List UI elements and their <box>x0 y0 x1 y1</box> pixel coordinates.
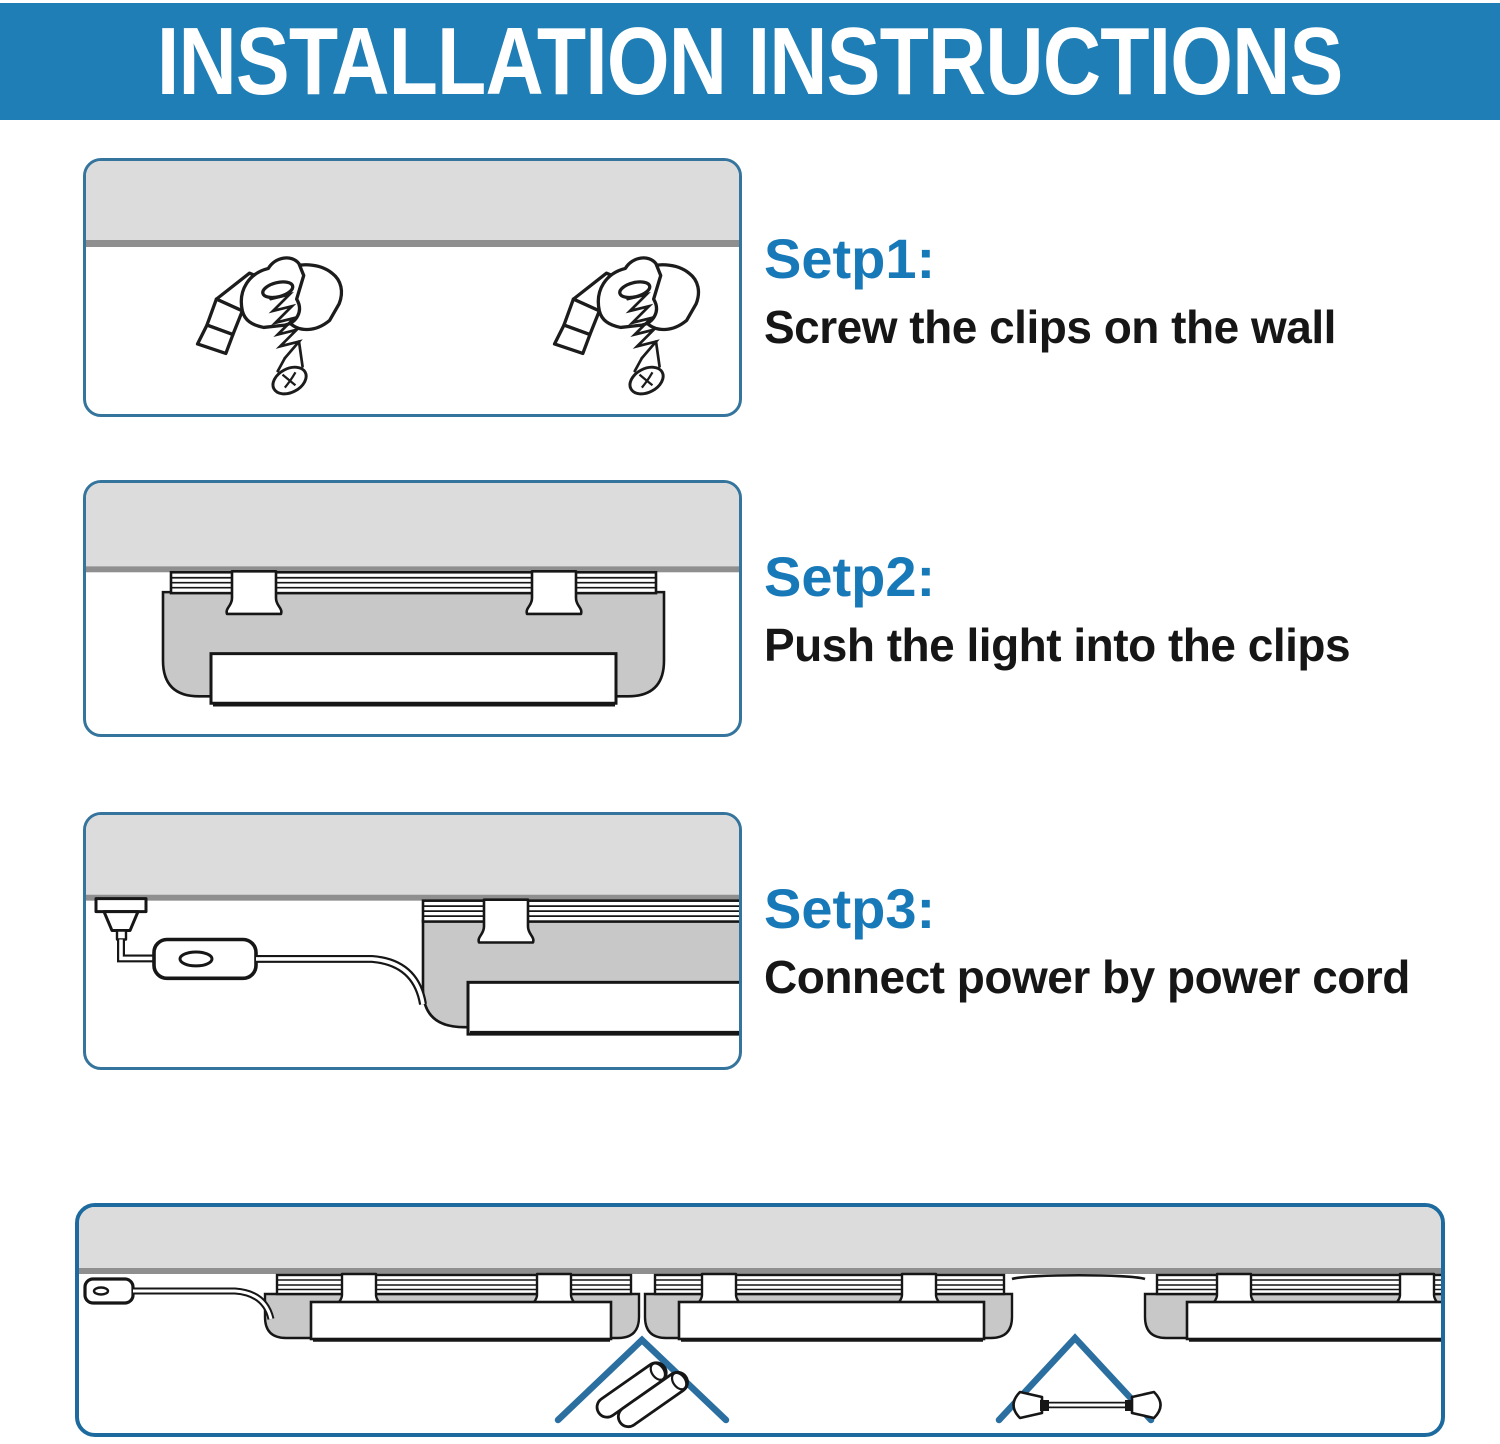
light-pushed-into-clips-illustration <box>86 483 739 734</box>
wall-surface <box>86 483 739 566</box>
clip-tab <box>479 900 534 943</box>
step-2-diagram-panel <box>83 480 742 737</box>
step-2-description: Push the light into the clips <box>764 618 1351 671</box>
step-1-diagram-panel <box>83 158 742 417</box>
connector-cord <box>1014 1392 1161 1418</box>
light-diffuser <box>468 982 739 1034</box>
mounting-clip-with-screw-left <box>198 258 342 399</box>
row-of-linked-lights-illustration <box>79 1207 1441 1433</box>
power-cord <box>133 1291 271 1319</box>
power-plug <box>85 1279 133 1303</box>
clips-screwed-on-wall-illustration <box>86 161 739 414</box>
mounting-rail-3 <box>1157 1275 1441 1294</box>
power-cord-to-light <box>256 959 423 1004</box>
mounting-rail-1 <box>277 1275 631 1294</box>
power-plug <box>96 899 146 940</box>
step-3-diagram-panel <box>83 812 742 1070</box>
gap-connector-cord <box>1012 1275 1145 1279</box>
seamless-pin-connector <box>593 1352 691 1433</box>
clip-tab-right <box>527 571 582 614</box>
header-banner <box>0 3 1500 120</box>
step-3-heading: Setp3: <box>764 877 936 940</box>
wall-edge-strip <box>86 240 739 247</box>
linked-lights-overview-panel <box>75 1203 1445 1437</box>
page-title: INSTALLATION INSTRUCTIONS <box>157 7 1343 115</box>
wall-surface <box>86 815 739 895</box>
step-1-caption <box>764 228 1494 354</box>
step-3-description: Connect power by power cord <box>764 950 1410 1003</box>
mounting-rail <box>423 901 739 922</box>
step-1-heading: Setp1: <box>764 227 936 290</box>
light-diffusers <box>311 1302 1441 1340</box>
power-cord-connection-illustration <box>86 815 739 1067</box>
mounting-clip-with-screw-right <box>555 258 699 399</box>
step-3-caption <box>764 878 1494 1004</box>
step-2-heading: Setp2: <box>764 545 936 608</box>
wall-surface <box>86 161 739 240</box>
inline-switch <box>154 940 256 979</box>
step-2-caption <box>764 546 1494 672</box>
step-1-description: Screw the clips on the wall <box>764 300 1336 353</box>
wall-surface <box>79 1207 1441 1268</box>
light-diffuser <box>211 654 616 705</box>
clip-tab-left <box>227 571 282 614</box>
power-cord <box>121 940 156 959</box>
